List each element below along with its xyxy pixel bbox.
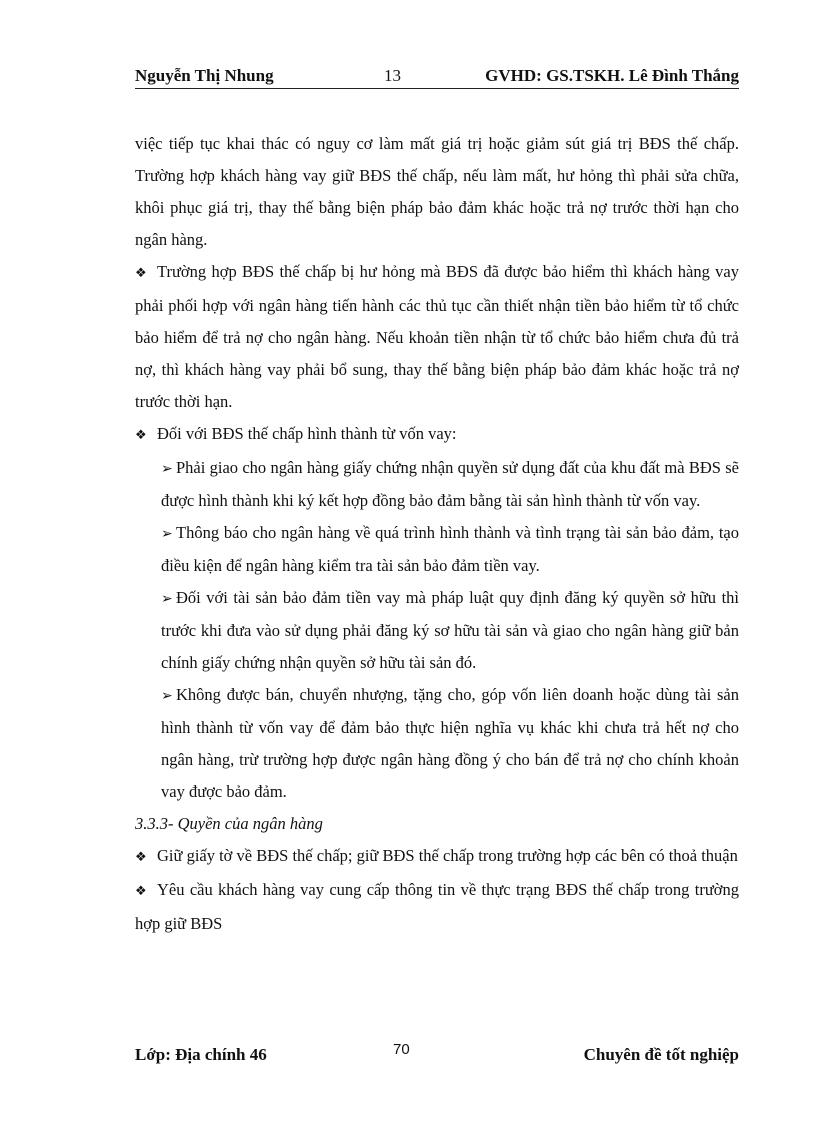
sub-item-text: Thông báo cho ngân hàng về quá trình hình thành và tình trạng tài sản bảo đảm, tạo điều kiện để ngân hàng kiểm tra tài sản bảo đảm tiền vay. — [161, 523, 739, 575]
header-advisor: GVHD: GS.TSKH. Lê Đình Thắng — [485, 66, 739, 85]
bullet-text: Trường hợp BĐS thế chấp bị hư hỏng mà BĐS đã được bảo hiểm thì khách hàng vay phải phối hợp với ngân hàng tiến hành các thủ tục cần thiết nhận tiền bảo hiểm từ tổ chức bảo hiểm để trả nợ cho ngân hàng. Nếu khoản tiền nhận từ tổ chức bảo hiểm chưa đủ trả nợ, thì khách hàng vay phải bổ sung, thay thế bằng biện pháp bảo đảm khác hoặc trả nợ trước thời hạn. — [135, 262, 739, 411]
diamond-bullet-icon: ❖ — [135, 850, 147, 865]
footer-class: Lớp: Địa chính 46 — [135, 1045, 267, 1064]
bullet-item — [135, 840, 739, 874]
footer-page-number: 70 — [393, 1041, 410, 1058]
header-page-number: 13 — [384, 66, 401, 85]
sub-item-text: Đối với tài sản bảo đảm tiền vay mà pháp luật quy định đăng ký quyền sở hữu thì trước khi đưa vào sử dụng phải đăng ký sơ hữu tài sản và giao cho ngân hàng giữ bản chính giấy chứng nhận quyền sở hữu tài sản đó. — [161, 588, 739, 672]
bullet-item — [135, 418, 739, 452]
document-body — [135, 128, 739, 940]
sub-item — [161, 679, 739, 808]
sub-item — [161, 517, 739, 582]
section-title: 3.3.3- Quyền của ngân hàng — [135, 814, 323, 833]
bullet-text: Giữ giấy tờ về BĐS thế chấp; giữ BĐS thế chấp trong trường hợp các bên có thoả thuận — [157, 846, 738, 865]
paragraph: việc tiếp tục khai thác có nguy cơ làm mất giá trị hoặc giảm sút giá trị BĐS thế chấp. Trường hợp khách hàng vay giữ BĐS thế chấp, nếu làm mất, hư hỏng thì phải sửa chữa, khôi phục giá trị, thay thế bằng biện pháp bảo đảm khác hoặc trả nợ trước thời hạn cho ngân hàng. — [135, 134, 739, 249]
sub-item — [161, 582, 739, 679]
arrow-bullet-icon: ➢ — [161, 526, 173, 542]
sub-list — [135, 452, 739, 808]
arrow-bullet-icon: ➢ — [161, 461, 173, 477]
bullet-item — [135, 874, 739, 940]
page-header — [135, 64, 739, 89]
diamond-bullet-icon: ❖ — [135, 266, 147, 281]
footer-title: Chuyên đề tốt nghiệp — [583, 1045, 739, 1064]
bullet-item — [135, 256, 739, 418]
sub-item-text: Không được bán, chuyển nhượng, tặng cho, góp vốn liên doanh hoặc dùng tài sản hình thành từ vốn vay để đảm bảo thực hiện nghĩa vụ khác khi chưa trả hết nợ cho ngân hàng, trừ trường hợp được ngân hàng đồng ý cho bán để trả nợ cho chính khoản vay được bảo đảm. — [161, 685, 739, 801]
page-footer — [135, 1043, 739, 1067]
sub-item-text: Phải giao cho ngân hàng giấy chứng nhận quyền sử dụng đất của khu đất mà BĐS sẽ được hình thành khi ký kết hợp đồng bảo đảm bằng tài sản hình thành từ vốn vay. — [161, 458, 739, 510]
arrow-bullet-icon: ➢ — [161, 688, 173, 704]
sub-item — [161, 452, 739, 517]
bullet-text: Đối với BĐS thế chấp hình thành từ vốn vay: — [157, 424, 457, 443]
diamond-bullet-icon: ❖ — [135, 428, 147, 443]
diamond-bullet-icon: ❖ — [135, 884, 147, 899]
arrow-bullet-icon: ➢ — [161, 591, 173, 607]
header-author: Nguyễn Thị Nhung — [135, 66, 274, 85]
bullet-text: Yêu cầu khách hàng vay cung cấp thông tin về thực trạng BĐS thế chấp trong trường hợp giữ BĐS — [135, 880, 739, 933]
